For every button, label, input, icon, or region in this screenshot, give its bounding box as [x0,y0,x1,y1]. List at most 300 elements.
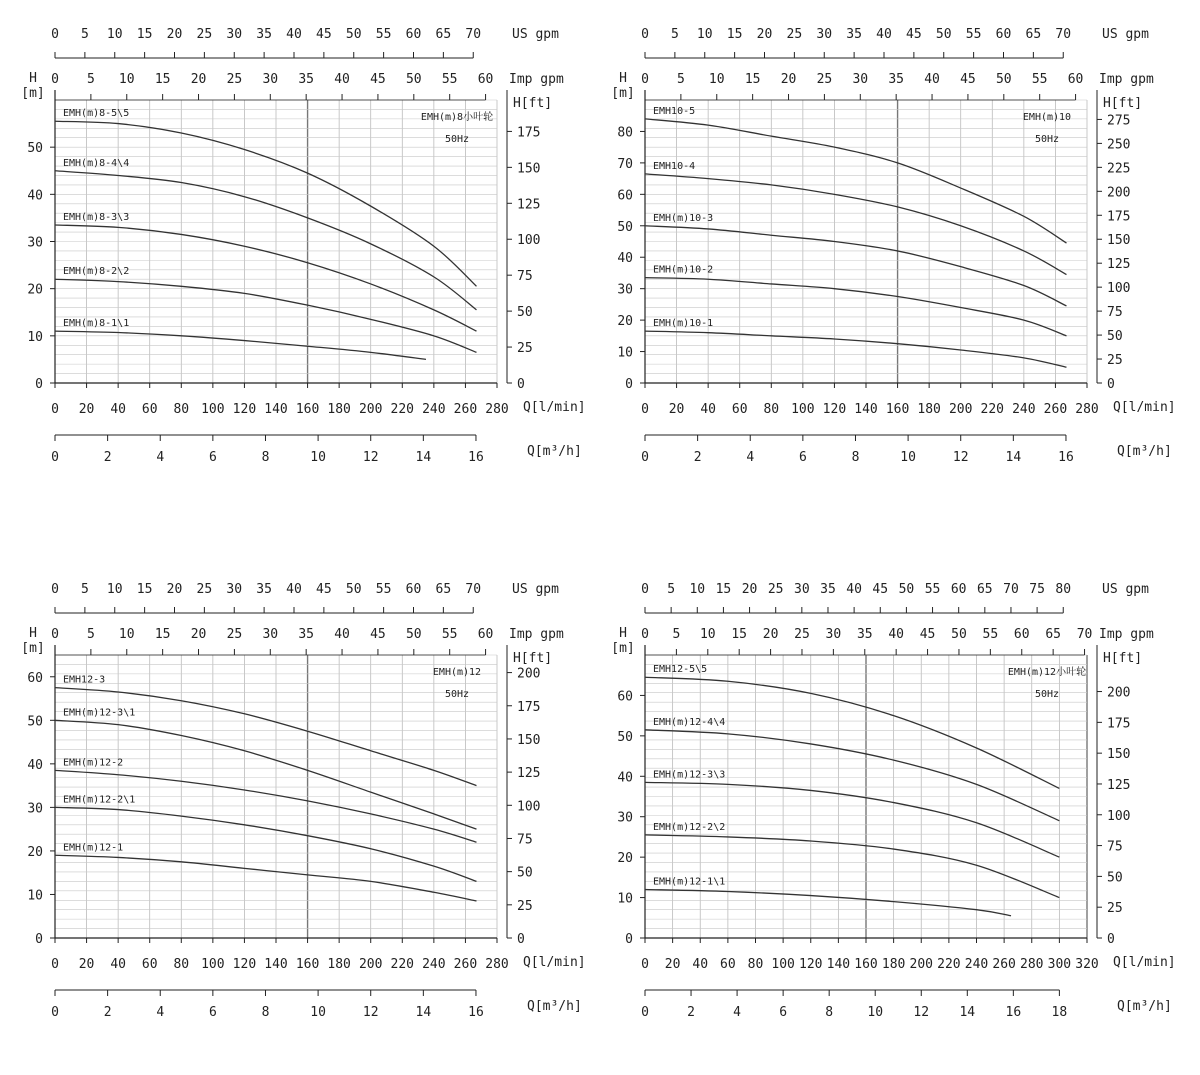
y-axis-label-unit: [m] [21,86,45,101]
chart-subtitle: 50Hz [1034,689,1060,700]
x-tick-label: 280 [1020,957,1044,972]
usgpm-tick-label: 60 [405,27,422,42]
impgpm-tick-label: 60 [477,72,494,87]
y-axis-label-h: H [619,71,627,86]
impgpm-tick-label: 55 [441,72,458,87]
series-label-4: EMH(m)12-1\1 [653,876,726,888]
impgpm-tick-label: 55 [982,627,999,642]
usgpm-tick-label: 65 [1025,27,1042,42]
y-tick-label: 80 [617,125,633,141]
impgpm-tick-label: 10 [699,627,716,642]
usgpm-tick-label: 5 [670,27,679,42]
series-label-1: EMH(m)12-4\4 [653,716,726,728]
x-tick-label: 140 [854,402,878,417]
impgpm-tick-label: 25 [794,627,810,642]
x-tick-label: 100 [771,957,795,972]
x-tick-label: 80 [173,957,190,972]
m3h-tick-label: 12 [362,1005,379,1020]
chart-subtitle: 50Hz [444,134,470,145]
m3h-tick-label: 16 [468,1005,484,1020]
m3h-tick-label: 4 [156,1005,165,1020]
m3h-axis-label: Q[m³/h] [1117,444,1172,459]
usgpm-tick-label: 70 [465,27,482,42]
usgpm-axis-label: US gpm [1102,27,1149,42]
impgpm-axis-label: Imp gpm [1099,627,1154,642]
x-tick-label: 220 [937,957,961,972]
x-tick-label: 100 [791,402,815,417]
x-tick-label: 260 [453,957,478,972]
impgpm-axis-label: Imp gpm [509,627,564,642]
y-tick-label: 40 [27,757,43,773]
ft-tick-label: 75 [517,269,533,285]
usgpm-tick-label: 40 [876,27,892,42]
impgpm-tick-label: 50 [995,72,1012,87]
usgpm-tick-label: 25 [767,582,784,597]
usgpm-tick-label: 10 [689,582,706,597]
usgpm-tick-label: 20 [166,27,183,42]
usgpm-tick-label: 55 [965,27,982,42]
m3h-axis-label: Q[m³/h] [527,999,582,1014]
m3h-tick-label: 8 [825,1005,834,1020]
impgpm-tick-label: 10 [118,627,135,642]
impgpm-tick-label: 35 [856,627,873,642]
impgpm-tick-label: 0 [51,72,59,87]
usgpm-tick-label: 35 [846,27,862,42]
m3h-tick-label: 16 [1058,450,1074,465]
x-tick-label: 20 [78,402,95,417]
m3h-tick-label: 2 [103,1005,112,1020]
series-label-3: EMH(m)12-2\1 [63,794,136,806]
impgpm-tick-label: 50 [405,627,422,642]
impgpm-tick-label: 70 [1076,627,1093,642]
impgpm-tick-label: 5 [672,627,681,642]
usgpm-tick-label: 60 [405,582,422,597]
series-label-3: EMH(m)12-2\2 [653,821,726,833]
series-label-2: EMH(m)10-3 [653,212,714,224]
impgpm-tick-label: 10 [708,72,725,87]
y-tick-label: 30 [617,810,633,826]
m3h-tick-label: 12 [952,450,969,465]
impgpm-tick-label: 40 [924,72,940,87]
x-tick-label: 60 [731,402,748,417]
x-tick-label: 160 [295,402,320,417]
m3h-tick-label: 2 [693,450,702,465]
usgpm-tick-label: 45 [872,582,889,597]
chart-title: EMH(m)8小叶轮 [420,112,494,123]
usgpm-tick-label: 70 [1055,27,1072,42]
x-tick-label: 240 [964,957,989,972]
pump-chart-emh12-small [590,555,1190,1075]
x-tick-label: 40 [700,402,716,417]
y-axis-label-h: H [619,626,627,641]
y-tick-label: 10 [27,329,43,345]
x-tick-label: 180 [917,402,941,417]
x-tick-label: 140 [264,957,288,972]
series-label-2: EMH(m)12-2 [63,757,124,769]
x-tick-label: 60 [141,402,158,417]
m3h-tick-label: 14 [959,1005,976,1020]
x-tick-label: 120 [232,402,257,417]
usgpm-tick-label: 20 [166,582,183,597]
impgpm-axis-label: Imp gpm [1099,72,1154,87]
m3h-tick-label: 14 [1005,450,1022,465]
x-tick-label: 20 [668,402,685,417]
impgpm-tick-label: 0 [641,72,649,87]
y-tick-label: 10 [27,888,43,904]
impgpm-tick-label: 15 [154,72,171,87]
y-tick-label: 60 [617,188,633,204]
series-label-0: EMH12-3 [63,674,106,686]
y-axis-label-h: H [29,626,37,641]
impgpm-tick-label: 30 [852,72,869,87]
m3h-tick-label: 2 [687,1005,695,1020]
usgpm-tick-label: 50 [345,27,362,42]
y-tick-label: 20 [617,314,633,330]
ft-tick-label: 25 [517,898,533,914]
ft-tick-label: 125 [1107,777,1131,793]
usgpm-axis-label: US gpm [1102,582,1149,597]
y-tick-label: 10 [617,891,633,907]
x-tick-label: 0 [641,957,649,972]
usgpm-tick-label: 40 [286,582,302,597]
m3h-tick-label: 0 [51,450,59,465]
m3h-tick-label: 10 [867,1005,884,1020]
x-axis-label: Q[l/min] [1113,955,1176,970]
x-tick-label: 180 [327,957,351,972]
usgpm-tick-label: 5 [667,582,676,597]
usgpm-tick-label: 30 [816,27,833,42]
x-tick-label: 260 [1043,402,1068,417]
ft-tick-label: 175 [517,699,541,715]
ft-tick-label: 50 [517,305,533,321]
usgpm-tick-label: 60 [995,27,1012,42]
usgpm-tick-label: 10 [106,27,123,42]
usgpm-tick-label: 0 [641,27,649,42]
y-tick-label: 20 [617,851,633,867]
usgpm-tick-label: 10 [696,27,713,42]
ft-tick-label: 150 [517,732,541,748]
x-tick-label: 40 [110,402,126,417]
usgpm-tick-label: 45 [316,582,332,597]
ft-axis-label: H[ft] [513,96,553,111]
y-tick-label: 30 [27,801,43,817]
x-tick-label: 160 [885,402,910,417]
m3h-tick-label: 6 [208,1005,217,1020]
x-tick-label: 120 [799,957,823,972]
impgpm-tick-label: 30 [262,627,279,642]
series-label-4: EMH(m)10-1 [653,318,714,330]
usgpm-tick-label: 75 [1029,582,1045,597]
impgpm-tick-label: 35 [888,72,904,87]
m3h-tick-label: 16 [1005,1005,1022,1020]
ft-tick-label: 100 [517,799,541,815]
series-label-1: EMH(m)12-3\1 [63,707,136,719]
usgpm-tick-label: 70 [465,582,482,597]
ft-tick-label: 125 [517,766,541,782]
impgpm-tick-label: 15 [154,627,171,642]
ft-tick-label: 175 [1107,209,1131,225]
series-label-2: EMH(m)8-3\3 [63,211,130,223]
x-tick-label: 200 [358,402,383,417]
usgpm-tick-label: 30 [226,582,243,597]
ft-tick-label: 0 [517,932,525,947]
usgpm-tick-label: 45 [316,27,332,42]
x-tick-label: 200 [948,402,973,417]
m3h-tick-label: 16 [468,450,484,465]
usgpm-tick-label: 15 [136,27,153,42]
chart-title: EMH(m)12小叶轮 [1007,667,1087,678]
usgpm-tick-label: 35 [256,27,272,42]
y-tick-label: 0 [35,377,43,392]
series-label-1: EMH(m)8-4\4 [63,157,130,169]
series-curve-2 [645,782,1059,857]
impgpm-tick-label: 55 [441,627,458,642]
y-axis-label-h: H [29,71,37,86]
chart-subtitle: 50Hz [1034,134,1060,145]
ft-axis-label: H[ft] [1103,96,1143,111]
impgpm-tick-label: 40 [334,627,350,642]
ft-tick-label: 200 [517,666,541,682]
impgpm-tick-label: 45 [370,72,386,87]
x-tick-label: 300 [1047,957,1072,972]
x-tick-label: 180 [327,402,351,417]
y-tick-label: 60 [617,689,633,705]
y-tick-label: 60 [27,670,43,686]
impgpm-tick-label: 15 [744,72,761,87]
pump-chart-emh12 [0,555,600,1075]
impgpm-tick-label: 5 [676,72,685,87]
x-tick-label: 160 [854,957,878,972]
usgpm-tick-label: 20 [741,582,758,597]
m3h-tick-label: 8 [261,1005,270,1020]
series-label-2: EMH(m)12-3\3 [653,769,726,781]
x-tick-label: 200 [358,957,383,972]
x-tick-label: 120 [822,402,847,417]
m3h-tick-label: 2 [103,450,112,465]
usgpm-tick-label: 55 [924,582,941,597]
impgpm-tick-label: 45 [370,627,386,642]
usgpm-tick-label: 30 [794,582,810,597]
m3h-tick-label: 0 [641,1005,649,1020]
ft-tick-label: 0 [1107,377,1115,392]
usgpm-tick-label: 0 [51,27,59,42]
usgpm-tick-label: 40 [286,27,302,42]
x-tick-label: 140 [264,402,288,417]
impgpm-tick-label: 60 [1067,72,1084,87]
ft-tick-label: 0 [1107,932,1115,947]
m3h-tick-label: 10 [310,450,326,465]
x-tick-label: 40 [692,957,709,972]
impgpm-tick-label: 60 [477,627,494,642]
usgpm-tick-label: 60 [950,582,967,597]
y-tick-label: 20 [27,282,43,298]
y-tick-label: 30 [617,282,633,298]
impgpm-tick-label: 20 [762,627,779,642]
usgpm-tick-label: 10 [106,582,123,597]
impgpm-tick-label: 30 [825,627,842,642]
ft-tick-label: 50 [517,865,533,881]
y-tick-label: 70 [617,156,633,172]
y-tick-label: 10 [617,345,633,361]
impgpm-tick-label: 65 [1045,627,1061,642]
x-tick-label: 40 [110,957,126,972]
usgpm-tick-label: 30 [226,27,243,42]
usgpm-tick-label: 55 [375,582,392,597]
ft-tick-label: 250 [1107,137,1131,153]
x-tick-label: 140 [826,957,851,972]
m3h-tick-label: 14 [415,450,432,465]
series-label-3: EMH(m)8-2\2 [63,266,130,278]
impgpm-tick-label: 45 [960,72,976,87]
grid [645,655,1087,938]
usgpm-tick-label: 55 [375,27,392,42]
series-label-4: EMH(m)8-1\1 [63,318,130,330]
y-axis-label-unit: [m] [611,641,635,656]
usgpm-tick-label: 40 [846,582,862,597]
usgpm-tick-label: 5 [80,27,89,42]
impgpm-tick-label: 20 [190,627,207,642]
ft-tick-label: 25 [517,341,533,357]
ft-tick-label: 125 [517,197,541,213]
y-tick-label: 40 [27,188,43,204]
y-tick-label: 0 [625,932,633,947]
y-tick-label: 30 [27,235,43,251]
m3h-tick-label: 8 [261,450,270,465]
m3h-tick-label: 0 [641,450,649,465]
usgpm-tick-label: 15 [136,582,153,597]
m3h-tick-label: 10 [310,1005,326,1020]
series-label-1: EMH10-4 [653,160,696,172]
series-label-0: EMH(m)8-5\5 [63,108,130,120]
impgpm-tick-label: 50 [405,72,422,87]
pump-chart-emh8 [0,0,600,520]
x-tick-label: 120 [232,957,257,972]
pump-chart-emh10 [590,0,1190,520]
m3h-tick-label: 4 [156,450,165,465]
usgpm-tick-label: 50 [898,582,915,597]
chart-title: EMH(m)10 [1022,112,1072,123]
chart-title: EMH(m)12 [432,667,482,678]
m3h-tick-label: 0 [51,1005,59,1020]
x-tick-label: 260 [453,402,478,417]
usgpm-tick-label: 25 [786,27,803,42]
impgpm-tick-label: 0 [51,627,59,642]
series-label-0: EMH10-5 [653,105,696,117]
x-tick-label: 80 [763,402,780,417]
usgpm-tick-label: 80 [1055,582,1072,597]
x-axis-label: Q[l/min] [523,955,586,970]
x-tick-label: 160 [295,957,320,972]
ft-tick-label: 25 [1107,901,1123,917]
usgpm-tick-label: 25 [196,582,213,597]
x-tick-label: 260 [992,957,1016,972]
m3h-axis-label: Q[m³/h] [1117,999,1172,1014]
impgpm-tick-label: 60 [1013,627,1030,642]
ft-tick-label: 200 [1107,685,1131,701]
series-label-0: EMH12-5\5 [653,664,708,676]
series-label-3: EMH(m)10-2 [653,264,714,276]
m3h-tick-label: 10 [900,450,916,465]
ft-tick-label: 50 [1107,329,1123,345]
ft-tick-label: 75 [1107,839,1123,855]
x-tick-label: 80 [173,402,190,417]
y-tick-label: 50 [617,729,633,745]
impgpm-tick-label: 20 [190,72,207,87]
m3h-tick-label: 4 [746,450,755,465]
y-tick-label: 50 [27,714,43,730]
series-curve-3 [645,835,1059,898]
impgpm-tick-label: 25 [226,72,243,87]
usgpm-tick-label: 0 [51,582,59,597]
impgpm-tick-label: 45 [919,627,936,642]
x-tick-label: 240 [1012,402,1036,417]
y-tick-label: 0 [35,932,43,947]
usgpm-tick-label: 65 [976,582,993,597]
x-tick-label: 0 [641,402,649,417]
y-tick-label: 0 [625,377,633,392]
usgpm-tick-label: 45 [906,27,922,42]
x-tick-label: 0 [51,957,59,972]
x-tick-label: 320 [1075,957,1099,972]
ft-tick-label: 150 [1107,233,1131,249]
ft-tick-label: 100 [1107,808,1131,824]
y-tick-label: 40 [617,251,633,267]
usgpm-tick-label: 50 [935,27,952,42]
ft-tick-label: 25 [1107,353,1123,369]
usgpm-tick-label: 5 [80,582,89,597]
grid [55,100,497,383]
usgpm-tick-label: 0 [641,582,649,597]
ft-tick-label: 0 [517,377,525,392]
x-axis-label: Q[l/min] [1113,400,1176,415]
x-tick-label: 60 [720,957,736,972]
x-tick-label: 220 [390,957,415,972]
usgpm-tick-label: 35 [820,582,836,597]
x-tick-label: 220 [390,402,415,417]
x-tick-label: 180 [881,957,906,972]
impgpm-tick-label: 50 [951,627,967,642]
ft-axis-label: H[ft] [513,651,553,666]
ft-tick-label: 175 [517,125,541,141]
impgpm-tick-label: 35 [298,72,314,87]
ft-tick-label: 125 [1107,257,1131,273]
x-tick-label: 240 [422,402,446,417]
x-tick-label: 280 [485,402,509,417]
x-tick-label: 280 [485,957,509,972]
m3h-tick-label: 4 [733,1005,741,1020]
x-tick-label: 240 [422,957,446,972]
usgpm-tick-label: 70 [1003,582,1019,597]
usgpm-tick-label: 35 [256,582,272,597]
ft-tick-label: 225 [1107,161,1131,177]
ft-tick-label: 150 [517,161,541,177]
x-tick-label: 100 [201,957,225,972]
impgpm-tick-label: 40 [888,627,904,642]
m3h-axis-label: Q[m³/h] [527,444,582,459]
ft-tick-label: 50 [1107,870,1123,886]
impgpm-tick-label: 15 [731,627,748,642]
m3h-tick-label: 6 [208,450,217,465]
ft-tick-label: 175 [1107,716,1131,732]
usgpm-axis-label: US gpm [512,582,559,597]
usgpm-tick-label: 15 [726,27,743,42]
x-tick-label: 80 [747,957,764,972]
y-axis-label-unit: [m] [611,86,635,101]
x-tick-label: 0 [51,402,59,417]
usgpm-tick-label: 50 [345,582,362,597]
ft-tick-label: 200 [1107,185,1131,201]
impgpm-tick-label: 55 [1031,72,1048,87]
